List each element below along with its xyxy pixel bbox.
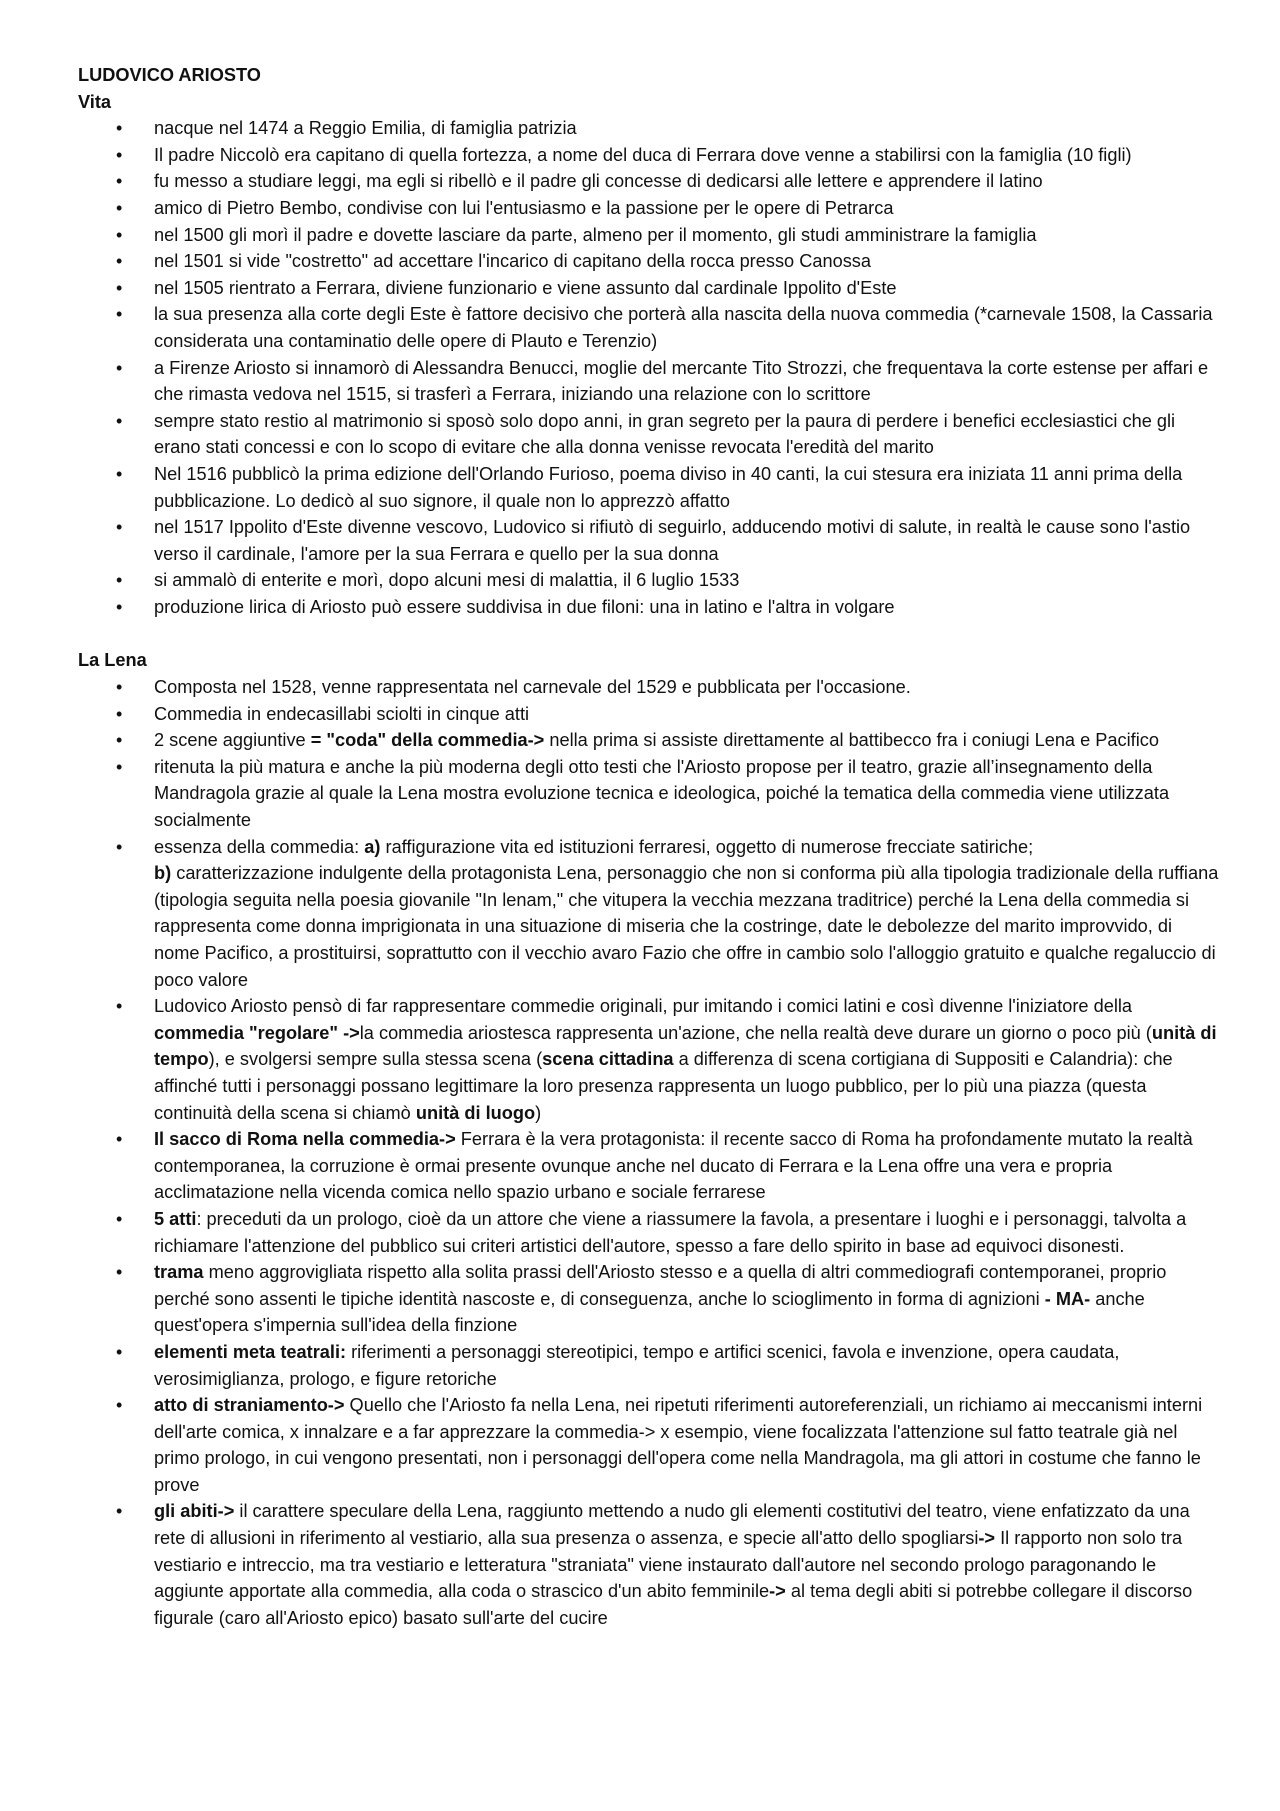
document-title: LUDOVICO ARIOSTO [78, 65, 261, 85]
section-heading: Vita [78, 91, 112, 112]
list-item [78, 674, 1220, 701]
section-heading: La Lena [78, 650, 147, 671]
bullet-list [78, 115, 1220, 620]
text-run: si ammalò di enterite e morì, dopo alcuni mesi di malattia, il 6 luglio 1533 [154, 570, 740, 591]
text-run: nacque nel 1474 a Reggio Emilia, di famiglia patrizia [154, 118, 577, 139]
text-run: nel 1500 gli morì il padre e dovette lasciare da parte, almeno per il momento, gli studi amministrare la famiglia [154, 224, 1037, 245]
list-item [78, 993, 1220, 1126]
text-run: ritenuta la più matura e anche la più moderna degli otto testi che l'Ariosto propose per il teatro, grazie all’insegnamento della Mandragola grazie al quale la Lena mostra evoluzione tecnica e ideologica, poiché la tematica della commedia viene utilizzata socialmente [154, 756, 1170, 831]
text-run: il carattere speculare della Lena, raggiunto mettendo a nudo gli elementi costitutivi del teatro, viene enfatizzato da una rete di allusioni in riferimento al vestiario, alla sua presenza o assenza, e specie all'atto dello spogliarsi [154, 1501, 1190, 1549]
list-item [78, 168, 1220, 195]
text-run: raffigurazione vita ed istituzioni ferraresi, oggetto di numerose frecciate satiriche; [380, 836, 1034, 857]
text-run: Nel 1516 pubblicò la prima edizione dell'Orlando Furioso, poema diviso in 40 canti, la cui stesura era iniziata 11 anni prima della pubblicazione. Lo dedicò al suo signore, il quale non lo apprezzò affatto [154, 463, 1183, 511]
list-item [78, 754, 1220, 834]
bold-text: unità di tempo [154, 1022, 1217, 1070]
list-item [78, 408, 1220, 461]
list-item [78, 222, 1220, 249]
bold-text: 5 atti [154, 1208, 197, 1229]
list-item [78, 461, 1220, 514]
list-item [78, 1339, 1220, 1392]
list-item [78, 1498, 1220, 1631]
text-run: Composta nel 1528, venne rappresentata nel carnevale del 1529 e pubblicata per l'occasione. [154, 677, 911, 698]
document-body [78, 89, 1220, 1632]
text-run: la sua presenza alla corte degli Este è fattore decisivo che porterà alla nascita della nuova commedia (*carnevale 1508, la Cassaria considerata una contaminatio delle opere di Plauto e Terenzio) [154, 304, 1213, 351]
text-run: Commedia in endecasillabi sciolti in cinque atti [154, 703, 530, 724]
list-item [78, 1259, 1220, 1339]
text-run: meno aggrovigliata rispetto alla solita prassi dell'Ariosto stesso e a quella di altri commediografi contemporanei, proprio perché sono assenti le tipiche identità nascoste e, di conseguenza, anche lo scioglimento in forma di agnizioni [154, 1262, 1167, 1309]
text-run: Ludovico Ariosto pensò di far rappresentare commedie originali, pur imitando i comici latini e così divenne l'iniziatore della [154, 996, 1133, 1017]
bold-text: gli abiti-> [154, 1501, 235, 1522]
text-run: al tema degli abiti si potrebbe collegare il discorso figurale (caro all'Ariosto epico) basato sull'arte del cucire [154, 1581, 1193, 1628]
bold-text: scena cittadina [542, 1049, 674, 1070]
text-run: 2 scene aggiuntive [154, 730, 311, 751]
text-run: nel 1517 Ippolito d'Este divenne vescovo, Ludovico si rifiutò di seguirlo, adducendo motivi di salute, in realtà le cause sono l'astio verso il cardinale, l'amore per la sua Ferrara e quello per la sua donna [154, 517, 1191, 564]
text-run: Il rapporto non solo tra vestiario e intreccio, ma tra vestiario e letteratura "straniata" viene instaurato dall'autore nel secondo prologo paragonando le aggiunte apportate alla commedia, alla coda o strascico d'un abito femminile [154, 1528, 1183, 1602]
text-run: Ferrara è la vera protagonista: il recente sacco di Roma ha profondamente mutato la realtà contemporanea, la corruzione è ormai presente ovunque anche nel ducato di Ferrara e la Lena offre una vera e propria acclimatazione nella vicenda comica nello spazio urbano e sociale ferrarese [154, 1129, 1193, 1203]
list-item [78, 248, 1220, 275]
bullet-list [78, 674, 1220, 1631]
text-run: la commedia ariostesca rappresenta un'azione, che nella realtà deve durare un giorno o poco più ( [359, 1022, 1152, 1043]
bold-text: -> [978, 1528, 996, 1549]
text-run: essenza della commedia: [154, 836, 365, 857]
bold-text: trama [154, 1262, 204, 1283]
bold-text: elementi meta teatrali: [154, 1341, 347, 1362]
text-run: nella prima si assiste direttamente al battibecco fra i coniugi Lena e Pacifico [544, 730, 1159, 751]
bold-text: unità di luogo [415, 1102, 536, 1123]
list-item [78, 567, 1220, 594]
text-run: amico di Pietro Bembo, condivise con lui l'entusiasmo e la passione per le opere di Petrarca [154, 197, 894, 218]
text-run: Il padre Niccolò era capitano di quella fortezza, a nome del duca di Ferrara dove venne a stabilirsi con la famiglia (10 figli) [154, 144, 1132, 165]
list-item [78, 701, 1220, 728]
bold-text: - MA- [1044, 1288, 1091, 1309]
bold-text: a) [364, 836, 381, 857]
text-run: produzione lirica di Ariosto può essere suddivisa in due filoni: una in latino e l'altra in volgare [154, 596, 895, 617]
list-item [78, 275, 1220, 302]
text-run: ), e svolgersi sempre sulla stessa scena ( [208, 1049, 543, 1070]
text-run: a differenza di scena cortigiana di Suppositi e Calandria): che affinché tutti i personaggi possano legittimare la loro presenza rappresenta un luogo pubblico, per lo più una piazza (questa continuità della scena si chiamò [154, 1049, 1173, 1123]
text-run: anche quest'opera s'impernia sull'idea della finzione [154, 1288, 1145, 1336]
list-item [78, 514, 1220, 567]
list-item [78, 115, 1220, 142]
bold-text: atto di straniamento-> [154, 1395, 345, 1416]
text-run: nel 1501 si vide "costretto" ad accettare l'incarico di capitano della rocca presso Canossa [154, 251, 871, 272]
bold-text: Il sacco di Roma nella commedia-> [154, 1129, 456, 1150]
list-item [78, 594, 1220, 621]
text-run: ) [535, 1102, 542, 1123]
list-item [78, 727, 1220, 754]
bold-text: -> [769, 1581, 786, 1602]
list-item [78, 1126, 1220, 1206]
text-run: Quello che l'Ariosto fa nella Lena, nei ripetuti riferimenti autoreferenziali, un richiamo ai meccanismi interni dell'arte comica, x innalzare e a far apprezzare la commedia-> x esempio, viene focalizzata l'attenzione sul fatto teatrale già nel primo prologo, in cui vengono presentati, non i personaggi dell'opera come nella Mandragola, ma gli attori in costume che fanno le prove [154, 1395, 1203, 1495]
text-run: sempre stato restio al matrimonio si sposò solo dopo anni, in gran segreto per la paura di perdere i benefici ecclesiastici che gli erano stati concessi e con lo scopo di evitare che alla donna venisse revocata l'eredità del marito [154, 410, 1176, 458]
bold-text: = "coda" della commedia-> [310, 730, 545, 751]
text-run: nel 1505 rientrato a Ferrara, diviene funzionario e viene assunto dal cardinale Ippolito d'Este [154, 277, 897, 298]
list-item [78, 142, 1220, 169]
list-item [78, 195, 1220, 222]
list-item [78, 301, 1220, 354]
list-item [78, 1206, 1220, 1259]
text-run: : preceduti da un prologo, cioè da un attore che viene a riassumere la favola, a presentare i luoghi e i personaggi, talvolta a richiamare l'attenzione del pubblico sui criteri artistici dell'autore, spesso a fare dello spirito in base ad equivoci disonesti. [154, 1208, 1187, 1256]
text-run: fu messo a studiare leggi, ma egli si ribellò e il padre gli concesse di dedicarsi alle lettere e apprendere il latino [154, 171, 1043, 192]
list-item [78, 834, 1220, 994]
text-run: riferimenti a personaggi stereotipici, tempo e artifici scenici, favola e invenzione, opera caudata, verosimiglianza, prologo, e figure retoriche [154, 1341, 1120, 1389]
bold-text: b) [154, 863, 172, 884]
text-run: caratterizzazione indulgente della protagonista Lena, personaggio che non si conforma più alla tipologia tradizionale della ruffiana (tipologia seguita nella poesia giovanile "In lenam," che vitupera la vecchia mezzana traditrice) perché la Lena della commedia si rappresenta come donna imprigionata in una situazione di miseria che la costringe, date le debolezze del marito improvvido, di nome Pacifico, a prostituirsi, soprattutto con il vecchio avaro Fazio che offre in cambio solo l'alloggio gratuito e qualche regaluccio di poco valore [154, 863, 1219, 990]
list-item [78, 1392, 1220, 1498]
bold-text: commedia "regolare" -> [154, 1022, 360, 1043]
text-run: a Firenze Ariosto si innamorò di Alessandra Benucci, moglie del mercante Tito Strozzi, che frequentava la corte estense per affari e che rimasta vedova nel 1515, si trasferì a Ferrara, iniziando una relazione con lo scrittore [154, 357, 1209, 405]
list-item [78, 355, 1220, 408]
